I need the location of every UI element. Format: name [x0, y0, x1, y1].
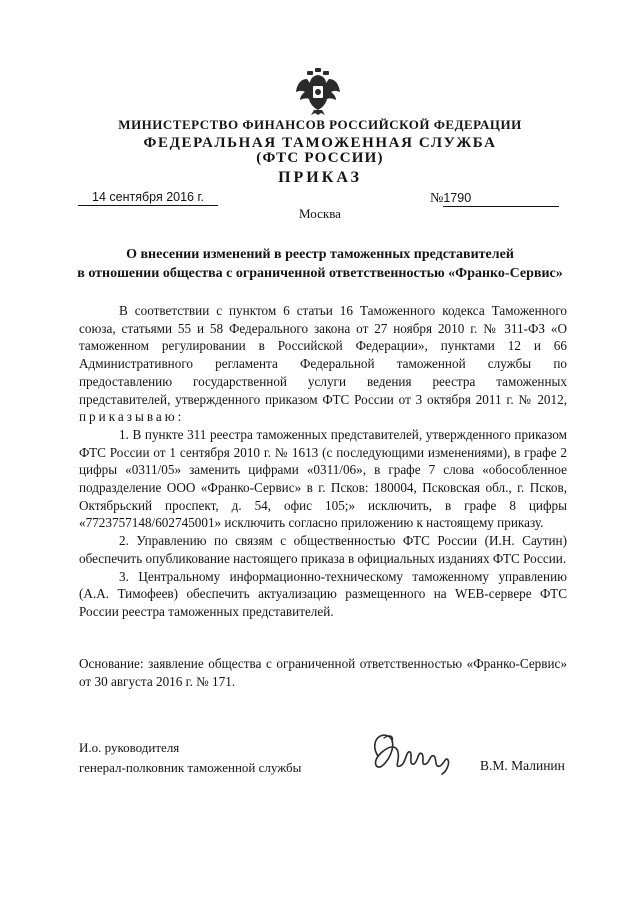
order-body: [79, 302, 567, 621]
ministry-name: МИНИСТЕРСТВО ФИНАНСОВ РОССИЙСКОЙ ФЕДЕРАЦИИ: [118, 117, 522, 132]
order-item-2: 2. Управлению по связям с общественностью ФТС России (И.Н. Саутин) обеспечить опубликование настоящего приказа в официальных изданиях ФТС России.: [79, 533, 567, 566]
order-item-3: 3. Центральному информационно-техническому таможенному управлению (А.А. Тимофеев) обеспечить актуализацию размещенного на WEB-сервере ФТС России реестра таможенных представителей.: [79, 568, 567, 619]
order-title: [60, 245, 580, 283]
service-name: ФЕДЕРАЛЬНАЯ ТАМОЖЕННАЯ СЛУЖБА: [143, 135, 497, 151]
order-item-1: 1. В пункте 311 реестра таможенных представителей, утвержденного приказом ФТС России от 1 сентября 2010 г. № 1613 (с последующими изменениями), в графе 2 цифры «0311/05» заменить цифрами «0311/06», в графе 7 слова «обособленное подразделение ООО «Франко-Сервис» в г. Псков: 180004, Псковская обл., г. Псков, Октябрьский проспект, д. 54, офис 105;» исключить, в графе 8 цифры «7723757148/602745001» исключить согласно приложению к настоящему приказу.: [79, 426, 567, 531]
document-type: ПРИКАЗ: [278, 169, 362, 186]
order-number: 1790: [443, 191, 559, 207]
handwritten-signature-icon: [364, 726, 454, 778]
signatory-name: В.М. Малинин: [480, 758, 565, 773]
russian-coat-of-arms-icon: [293, 66, 343, 116]
order-word: приказываю:: [79, 409, 185, 425]
preamble-text: В соответствии с пунктом 6 статьи 16 Таможенного кодекса Таможенного союза, статьями 55 и 58 Федерального закона от 27 ноября 2010 г. № 311-ФЗ «О таможенном регулировании в Российской Федерации», пунктами 12 и 66 Административного регламента Федеральной таможенной службы по предоставлению государственной услуги ведения реестра таможенных представителей, утвержденного приказом ФТС России от 3 октября 2011 г. № 2012,: [79, 303, 567, 407]
service-abbreviation: (ФТС РОССИИ): [256, 150, 384, 166]
order-title-line-2: в отношении общества с ограниченной ответственностью «Франко-Сервис»: [77, 266, 563, 281]
order-date: 14 сентября 2016 г.: [78, 190, 218, 206]
order-number-field: [430, 190, 568, 207]
order-title-line-1: О внесении изменений в реестр таможенных представителей: [126, 247, 514, 262]
basis-paragraph: Основание: заявление общества с ограниченной ответственностью «Франко-Сервис» от 30 августа 2016 г. № 171.: [79, 656, 567, 689]
city: Москва: [299, 206, 341, 221]
preamble-paragraph: [79, 302, 567, 426]
signatory-position-line-2: генерал-полковник таможенной службы: [79, 760, 302, 775]
signatory-position-line-1: И.о. руководителя: [79, 740, 180, 755]
signatory-position: [79, 738, 301, 778]
number-label: №: [430, 191, 444, 206]
